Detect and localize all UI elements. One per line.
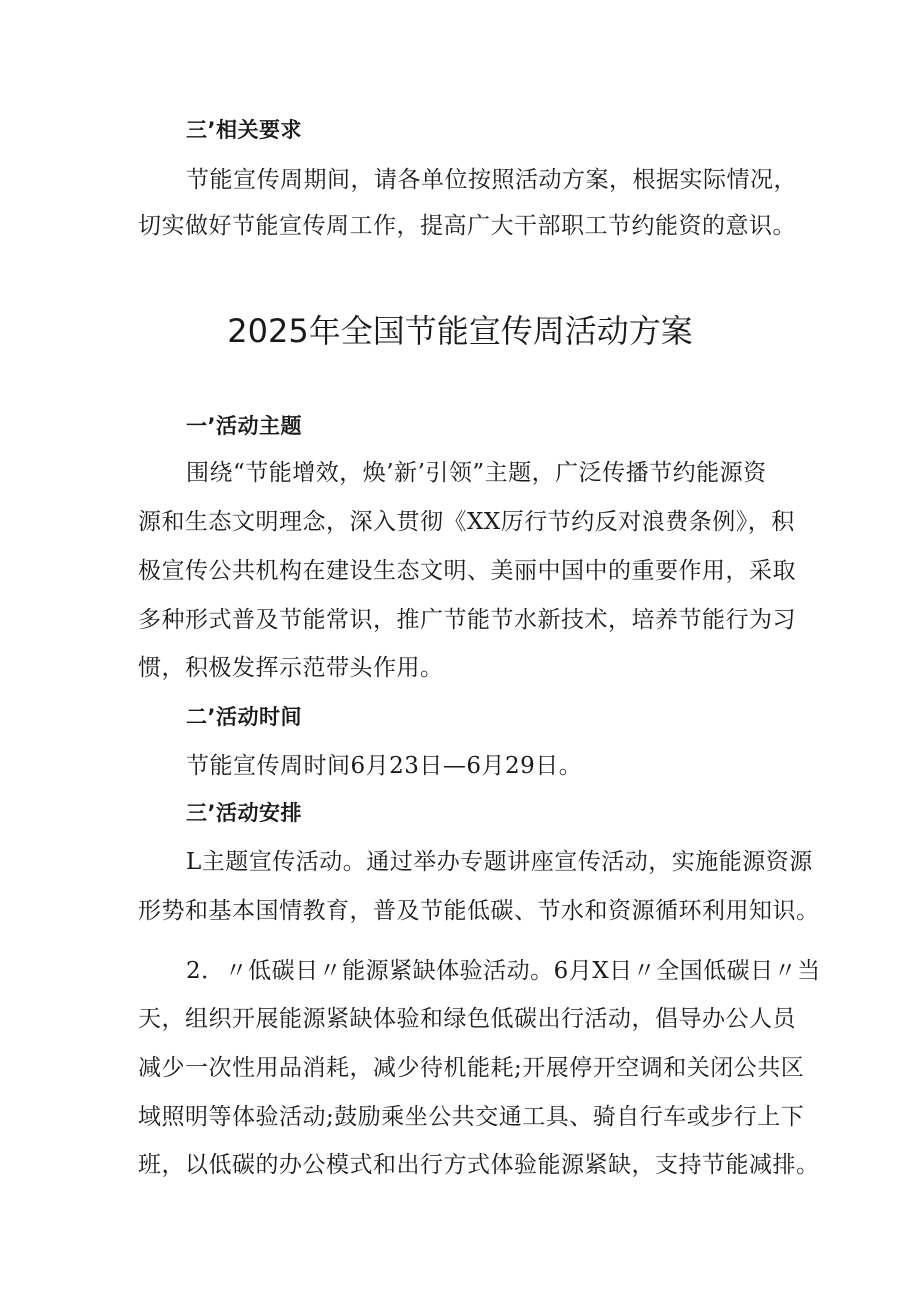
section3-item2-line: 班，以低碳的办公模式和出行方式体验能源紧缺，支持节能减排。 <box>138 1152 820 1178</box>
section3-heading: 三’活动安排 <box>186 801 302 825</box>
section1-line: 源和生态文明理念，深入贯彻《XX厉行节约反对浪费条例》，积 <box>138 509 795 535</box>
document-title: 2025年全国节能宣传周活动方案 <box>227 312 693 350</box>
prev-section-line: 节能宣传周期间，请各单位按照活动方案，根据实际情况， <box>186 167 797 193</box>
prev-section-line: 切实做好节能宣传周工作，提高广大干部职工节约能资的意识。 <box>138 213 796 239</box>
section2-line: 节能宣传周时间6月23日—6月29日。 <box>186 753 583 779</box>
section3-item2-line: 天，组织开展能源紧缺体验和绿色低碳出行活动，倡导办公人员 <box>138 1006 796 1032</box>
section3-item1-line: 形势和基本国情教育，普及节能低碳、节水和资源循环利用知识。 <box>138 898 820 924</box>
section3-item2-line: 减少一次性用品消耗，减少待机能耗;开展停开空调和关闭公共区 <box>138 1055 805 1081</box>
section3-item2-line: 域照明等体验活动;鼓励乘坐公共交通工具、骑自行车或步行上下 <box>138 1104 805 1130</box>
section1-line: 惯，积极发挥示范带头作用。 <box>138 655 444 681</box>
section1-line: 围绕“节能增效，焕’新’引领”主题，广泛传播节约能源资 <box>186 460 767 486</box>
section1-heading: 一’活动主题 <box>186 414 302 438</box>
section2-heading: 二’活动时间 <box>186 705 302 729</box>
section3-item1-line: L主题宣传活动。通过举办专题讲座宣传活动，实施能源资源 <box>186 849 813 875</box>
prev-section-heading: 三’相关要求 <box>186 118 302 142</box>
section1-line: 极宣传公共机构在建设生态文明、美丽中国中的重要作用，采取 <box>138 558 796 584</box>
section3-item2-line: 2．〃低碳日〃能源紧缺体验活动。6月X日〃全国低碳日〃当 <box>186 958 821 984</box>
section1-line: 多种形式普及节能常识，推广节能节水新技术，培养节能行为习 <box>138 607 796 633</box>
